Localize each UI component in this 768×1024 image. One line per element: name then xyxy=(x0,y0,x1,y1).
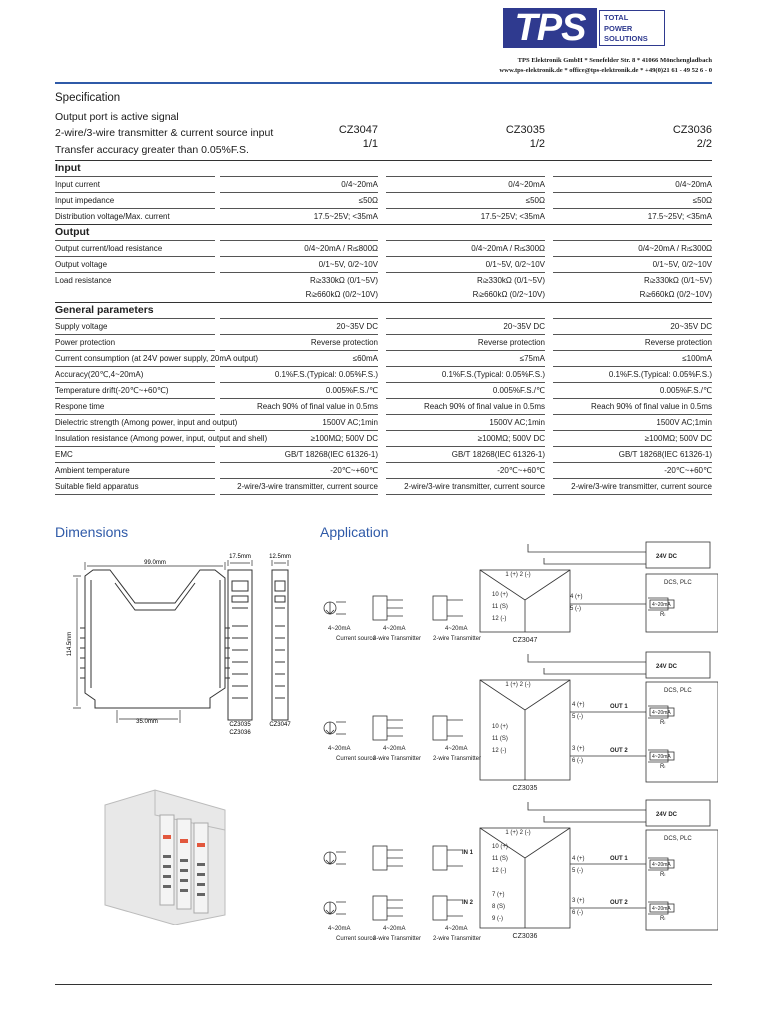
spec-cell: 0/4~20mA / Rₗ≤800Ω xyxy=(304,244,378,253)
row-divider xyxy=(553,494,712,495)
spec-cell: 0.1%F.S.(Typical: 0.05%F.S.) xyxy=(274,370,378,379)
spec-cell: ≤50Ω xyxy=(692,196,712,205)
wire xyxy=(336,902,346,914)
spec-cell: ≥100MΩ; 500V DC xyxy=(477,434,545,443)
spec-cell: 0/4~20mA / Rₗ≤300Ω xyxy=(471,244,545,253)
spec-cell: Rₗ≥660kΩ (0/2~10V) xyxy=(305,290,378,299)
terminal: 12 (-) xyxy=(492,868,507,874)
module-name: CZ3036 xyxy=(512,933,538,940)
output-label: OUT 2 xyxy=(610,748,628,754)
header-divider xyxy=(55,82,712,84)
spec-row-label: Respone time xyxy=(55,402,105,411)
section-title: Input xyxy=(55,162,81,174)
wire xyxy=(387,720,403,736)
source-label: 2-wire Transmitter xyxy=(433,636,482,642)
source-label: 3-wire Transmitter xyxy=(373,636,422,642)
spec-cell: 20~35V DC xyxy=(503,322,545,331)
row-divider xyxy=(220,366,378,367)
spec-cell: 2-wire/3-wire transmitter, current source xyxy=(404,482,545,491)
row-divider xyxy=(220,192,378,193)
row-divider xyxy=(386,192,545,193)
row-divider xyxy=(386,398,545,399)
row-divider xyxy=(55,208,215,209)
spec-row-label: Temperature drift(-20℃~+60℃) xyxy=(55,386,169,395)
terminal: 10 (+) xyxy=(492,844,508,850)
row-divider xyxy=(386,176,545,177)
spec-row-label: Ambient temperature xyxy=(55,466,130,475)
spec-cell: 2-wire/3-wire transmitter, current source xyxy=(237,482,378,491)
range-label: 4~20mA xyxy=(383,926,406,932)
wire xyxy=(528,544,646,564)
terminal: 12 (-) xyxy=(492,748,507,754)
logo-word: TOTAL xyxy=(604,13,629,22)
range-label: 4~20mA xyxy=(445,626,468,632)
row-divider xyxy=(55,446,215,447)
spec-cell: Rₗ≥660kΩ (0/2~10V) xyxy=(472,290,545,299)
spec-cell: Rₗ≥660kΩ (0/2~10V) xyxy=(639,290,712,299)
row-divider xyxy=(55,398,215,399)
row-divider xyxy=(553,446,712,447)
terminal: 4 (+) xyxy=(572,702,585,708)
row-divider xyxy=(386,494,545,495)
three-wire-transmitter-icon xyxy=(373,846,387,870)
spec-cell: 0.005%F.S./℃ xyxy=(659,386,712,395)
logo-word: SOLUTIONS xyxy=(604,34,648,43)
range-label: 4~20mA xyxy=(383,746,406,752)
model-name: CZ3047 xyxy=(338,124,378,136)
dcs-label: DCS, PLC xyxy=(664,688,692,694)
spec-cell: ≤75mA xyxy=(519,354,545,363)
spec-cell: Reach 90% of final value in 0.5ms xyxy=(257,402,378,411)
row-divider xyxy=(55,414,215,415)
company-contact: www.tps-elektronik.de * office@tps-elektronik.de * +49(0)21 61 - 49 52 6 - 0 xyxy=(499,67,712,74)
row-divider xyxy=(55,462,215,463)
load-label: Rₗ xyxy=(660,720,666,726)
spec-cell: 17.5~25V; <35mA xyxy=(480,212,545,221)
spec-cell: GB/T 18268(IEC 61326-1) xyxy=(618,450,712,459)
terminal: 8 (S) xyxy=(492,904,506,910)
spec-cell: 1500V AC;1min xyxy=(322,418,378,427)
wire xyxy=(480,680,570,780)
row-divider xyxy=(55,240,215,241)
power-terminals: 1 (+) 2 (-) xyxy=(505,682,531,688)
dcs-label: DCS, PLC xyxy=(664,836,692,842)
spec-row-label: Dielectric strength (Among power, input and output) xyxy=(55,418,238,427)
spec-intro-line: Output port is active signal xyxy=(55,111,179,123)
row-divider xyxy=(386,240,545,241)
terminal: 6 (-) xyxy=(572,758,583,764)
row-divider xyxy=(553,272,712,273)
wire xyxy=(387,850,403,866)
spec-cell: 1500V AC;1min xyxy=(489,418,545,427)
row-divider xyxy=(220,446,378,447)
row-divider xyxy=(553,382,712,383)
row-divider xyxy=(553,240,712,241)
output-label: OUT 1 xyxy=(610,704,628,710)
row-divider xyxy=(220,334,378,335)
arrow xyxy=(326,852,334,864)
spec-cell: ≤100mA xyxy=(682,354,712,363)
wire xyxy=(447,720,463,736)
row-divider xyxy=(386,208,545,209)
spec-cell: Reverse protection xyxy=(477,338,545,347)
spec-intro-line: 2-wire/3-wire transmitter & current source input xyxy=(55,127,274,139)
source-label: Current source xyxy=(336,936,376,942)
row-divider xyxy=(55,366,215,367)
terminal: 10 (+) xyxy=(492,724,508,730)
spec-cell: -20℃~+60℃ xyxy=(664,466,712,475)
terminal: 12 (-) xyxy=(492,616,507,622)
spec-row-label: EMC xyxy=(55,450,73,459)
spec-cell: 20~35V DC xyxy=(336,322,378,331)
wire xyxy=(480,570,570,632)
model-name: CZ3035 xyxy=(505,124,545,136)
section-divider xyxy=(55,302,712,303)
source-label: 3-wire Transmitter xyxy=(373,936,422,942)
row-divider xyxy=(386,414,545,415)
spec-cell: 1500V AC;1min xyxy=(656,418,712,427)
model-ratio: 1/1 xyxy=(362,138,378,150)
spec-cell: -20℃~+60℃ xyxy=(330,466,378,475)
spec-cell: Rₗ≥330kΩ (0/1~5V) xyxy=(310,276,378,285)
spec-cell: Rₗ≥330kΩ (0/1~5V) xyxy=(477,276,545,285)
row-divider xyxy=(55,494,215,495)
range-label: 4~20mA xyxy=(328,746,351,752)
three-wire-transmitter-icon xyxy=(373,596,387,620)
row-divider xyxy=(386,256,545,257)
spec-row-label: Output voltage xyxy=(55,260,108,269)
wire xyxy=(528,654,646,674)
row-divider xyxy=(386,462,545,463)
spec-row-label: Input impedance xyxy=(55,196,115,205)
range-label: 4~20mA xyxy=(445,746,468,752)
model-ratio: 1/2 xyxy=(529,138,545,150)
wire xyxy=(447,600,463,616)
row-divider xyxy=(55,272,215,273)
arrow xyxy=(326,722,334,734)
row-divider xyxy=(553,462,712,463)
spec-cell: 0.005%F.S./℃ xyxy=(492,386,545,395)
rail-dimension: 35.0mm xyxy=(136,719,158,725)
spec-cell: ≤60mA xyxy=(352,354,378,363)
source-label: Current source xyxy=(336,636,376,642)
width-dimension: 99.0mm xyxy=(144,560,166,566)
company-address: TPS Elektronik GmbH * Senefelder Str. 8 * 41066 Mönchengladbach xyxy=(517,57,712,64)
row-divider xyxy=(553,334,712,335)
terminal: 5 (-) xyxy=(570,606,581,612)
spec-cell: 0/4~20mA xyxy=(508,180,545,189)
spec-cell: ≥100MΩ; 500V DC xyxy=(310,434,378,443)
side2-model: CZ3047 xyxy=(269,722,291,728)
section-divider xyxy=(55,224,712,225)
load-label: Rₗ xyxy=(660,872,666,878)
range-label: 4~20mA xyxy=(652,602,671,608)
row-divider xyxy=(55,192,215,193)
spec-row-label: Load resistance xyxy=(55,276,112,285)
row-divider xyxy=(220,414,378,415)
row-divider xyxy=(553,478,712,479)
spec-row-label: Accuracy(20℃,4~20mA) xyxy=(55,370,144,379)
wire xyxy=(447,900,463,916)
spec-cell: Reach 90% of final value in 0.5ms xyxy=(591,402,712,411)
section-title: General parameters xyxy=(55,304,154,316)
terminal: 9 (-) xyxy=(492,916,503,922)
spec-cell: -20℃~+60℃ xyxy=(497,466,545,475)
spec-cell: 0/1~5V, 0/2~10V xyxy=(318,260,378,269)
terminal: 3 (+) xyxy=(572,746,585,752)
range-label: 4~20mA xyxy=(652,710,671,716)
row-divider xyxy=(553,256,712,257)
model-name: CZ3036 xyxy=(672,124,712,136)
two-wire-transmitter-icon xyxy=(433,596,447,620)
section-divider xyxy=(55,160,712,161)
spec-cell: ≤50Ω xyxy=(358,196,378,205)
arrow xyxy=(326,602,334,614)
side2-dimension: 12.5mm xyxy=(269,554,291,560)
row-divider xyxy=(220,318,378,319)
spec-cell: 17.5~25V; <35mA xyxy=(647,212,712,221)
row-divider xyxy=(220,478,378,479)
row-divider xyxy=(386,366,545,367)
spec-cell: GB/T 18268(IEC 61326-1) xyxy=(284,450,378,459)
terminal: 5 (-) xyxy=(572,868,583,874)
power-terminals: 1 (+) 2 (-) xyxy=(505,572,531,578)
spec-cell: 0.005%F.S./℃ xyxy=(325,386,378,395)
terminal: 4 (+) xyxy=(572,856,585,862)
spec-title: Specification xyxy=(55,92,121,104)
terminal: 11 (S) xyxy=(492,604,508,610)
row-divider xyxy=(55,318,215,319)
row-divider xyxy=(55,176,215,177)
input-label: IN 2 xyxy=(462,900,474,906)
range-label: 4~20mA xyxy=(328,626,351,632)
dcs-plc-box xyxy=(646,830,718,930)
row-divider xyxy=(220,430,378,431)
spec-row-label: Power protection xyxy=(55,338,116,347)
spec-row-label: Insulation resistance (Among power, input, output and shell) xyxy=(55,434,268,443)
spec-cell: ≥100MΩ; 500V DC xyxy=(644,434,712,443)
range-label: 4~20mA xyxy=(328,926,351,932)
row-divider xyxy=(220,176,378,177)
two-wire-transmitter-icon xyxy=(433,846,447,870)
row-divider xyxy=(553,318,712,319)
load-label: Rₗ xyxy=(660,916,666,922)
spec-cell: 0.1%F.S.(Typical: 0.05%F.S.) xyxy=(608,370,712,379)
terminal: 6 (-) xyxy=(572,910,583,916)
power-label: 24V DC xyxy=(656,554,678,560)
wire xyxy=(336,602,346,614)
source-label: 2-wire Transmitter xyxy=(433,936,482,942)
side1-model: CZ3036 xyxy=(229,730,251,736)
row-divider xyxy=(55,478,215,479)
row-divider xyxy=(386,478,545,479)
row-divider xyxy=(386,382,545,383)
application-wiring-diagram xyxy=(318,538,718,958)
spec-cell: GB/T 18268(IEC 61326-1) xyxy=(451,450,545,459)
side1-model: CZ3035 xyxy=(229,722,251,728)
dcs-plc-box xyxy=(646,682,718,782)
logo-words xyxy=(599,10,665,46)
range-label: 4~20mA xyxy=(652,862,671,868)
row-divider xyxy=(220,208,378,209)
wire xyxy=(387,600,403,616)
row-divider xyxy=(55,382,215,383)
spec-cell: ≤50Ω xyxy=(525,196,545,205)
source-label: 3-wire Transmitter xyxy=(373,756,422,762)
row-divider xyxy=(553,350,712,351)
spec-cell: 17.5~25V; <35mA xyxy=(313,212,378,221)
power-label: 24V DC xyxy=(656,812,678,818)
terminal: 4 (+) xyxy=(570,594,583,600)
row-divider xyxy=(220,350,378,351)
spec-cell: 0/1~5V, 0/2~10V xyxy=(652,260,712,269)
terminal: 10 (+) xyxy=(492,592,508,598)
spec-cell: 2-wire/3-wire transmitter, current source xyxy=(571,482,712,491)
dcs-label: DCS, PLC xyxy=(664,580,692,586)
row-divider xyxy=(386,318,545,319)
load-label: Rₗ xyxy=(660,612,666,618)
spec-cell: Rₗ≥330kΩ (0/1~5V) xyxy=(644,276,712,285)
spec-row-label: Output current/load resistance xyxy=(55,244,163,253)
wire xyxy=(528,802,646,822)
row-divider xyxy=(553,430,712,431)
wire xyxy=(447,850,463,866)
height-dimension: 114.5mm xyxy=(67,631,73,657)
two-wire-transmitter-icon xyxy=(433,896,447,920)
output-label: OUT 1 xyxy=(610,856,628,862)
application-title: Application xyxy=(320,524,389,540)
load-label: Rₗ xyxy=(660,764,666,770)
row-divider xyxy=(220,256,378,257)
terminal: 11 (S) xyxy=(492,736,508,742)
spec-cell: Reverse protection xyxy=(310,338,378,347)
terminal: 7 (+) xyxy=(492,892,505,898)
model-ratio: 2/2 xyxy=(696,138,712,150)
footer-divider xyxy=(55,984,712,985)
row-divider xyxy=(553,192,712,193)
spec-cell: 0/4~20mA xyxy=(341,180,378,189)
company-logo xyxy=(503,8,665,48)
spec-cell: 0/4~20mA / Rₗ≤300Ω xyxy=(638,244,712,253)
wire xyxy=(480,828,570,928)
source-label: 2-wire Transmitter xyxy=(433,756,482,762)
spec-cell: Reach 90% of final value in 0.5ms xyxy=(424,402,545,411)
row-divider xyxy=(386,446,545,447)
row-divider xyxy=(553,414,712,415)
module-name: CZ3047 xyxy=(512,637,538,644)
output-label: OUT 2 xyxy=(610,900,628,906)
range-label: 4~20mA xyxy=(445,926,468,932)
product-photo xyxy=(95,775,235,925)
spec-row-label: Suitable field apparatus xyxy=(55,482,139,491)
spec-row-label: Current consumption (at 24V power supply, 20mA output) xyxy=(55,354,259,363)
row-divider xyxy=(220,240,378,241)
row-divider xyxy=(220,494,378,495)
row-divider xyxy=(553,398,712,399)
spec-cell: 0/1~5V, 0/2~10V xyxy=(485,260,545,269)
two-wire-transmitter-icon xyxy=(433,716,447,740)
row-divider xyxy=(386,430,545,431)
range-label: 4~20mA xyxy=(652,754,671,760)
range-label: 4~20mA xyxy=(383,626,406,632)
row-divider xyxy=(386,350,545,351)
three-wire-transmitter-icon xyxy=(373,716,387,740)
power-label: 24V DC xyxy=(656,664,678,670)
terminal: 11 (S) xyxy=(492,856,508,862)
row-divider xyxy=(220,462,378,463)
row-divider xyxy=(220,272,378,273)
row-divider xyxy=(553,366,712,367)
wire xyxy=(336,852,346,864)
row-divider xyxy=(386,272,545,273)
wire xyxy=(387,900,403,916)
input-label: IN 1 xyxy=(462,850,474,856)
row-divider xyxy=(55,430,215,431)
three-wire-transmitter-icon xyxy=(373,896,387,920)
spec-cell: Reverse protection xyxy=(644,338,712,347)
spec-cell: 0.1%F.S.(Typical: 0.05%F.S.) xyxy=(441,370,545,379)
row-divider xyxy=(220,398,378,399)
row-divider xyxy=(55,350,215,351)
section-title: Output xyxy=(55,226,90,238)
power-terminals: 1 (+) 2 (-) xyxy=(505,830,531,836)
row-divider xyxy=(553,176,712,177)
terminal: 5 (-) xyxy=(572,714,583,720)
spec-row-label: Supply voltage xyxy=(55,322,108,331)
side1-dimension: 17.5mm xyxy=(229,554,251,560)
spec-cell: 0/4~20mA xyxy=(675,180,712,189)
logo-mark: TPS xyxy=(503,8,597,48)
row-divider xyxy=(553,208,712,209)
spec-row-label: Distribution voltage/Max. current xyxy=(55,212,170,221)
source-label: Current source xyxy=(336,756,376,762)
row-divider xyxy=(386,334,545,335)
terminal: 3 (+) xyxy=(572,898,585,904)
dimensions-title: Dimensions xyxy=(55,524,129,540)
wire xyxy=(336,722,346,734)
spec-intro-line: Transfer accuracy greater than 0.05%F.S. xyxy=(55,144,249,156)
module-name: CZ3035 xyxy=(512,785,538,792)
arrow xyxy=(326,902,334,914)
row-divider xyxy=(220,382,378,383)
logo-word: POWER xyxy=(604,23,633,33)
spec-row-label: Input current xyxy=(55,180,100,189)
spec-cell: 20~35V DC xyxy=(670,322,712,331)
range-label: 4~20mA xyxy=(652,906,671,912)
dimension-drawing xyxy=(55,548,315,748)
row-divider xyxy=(55,256,215,257)
row-divider xyxy=(55,334,215,335)
